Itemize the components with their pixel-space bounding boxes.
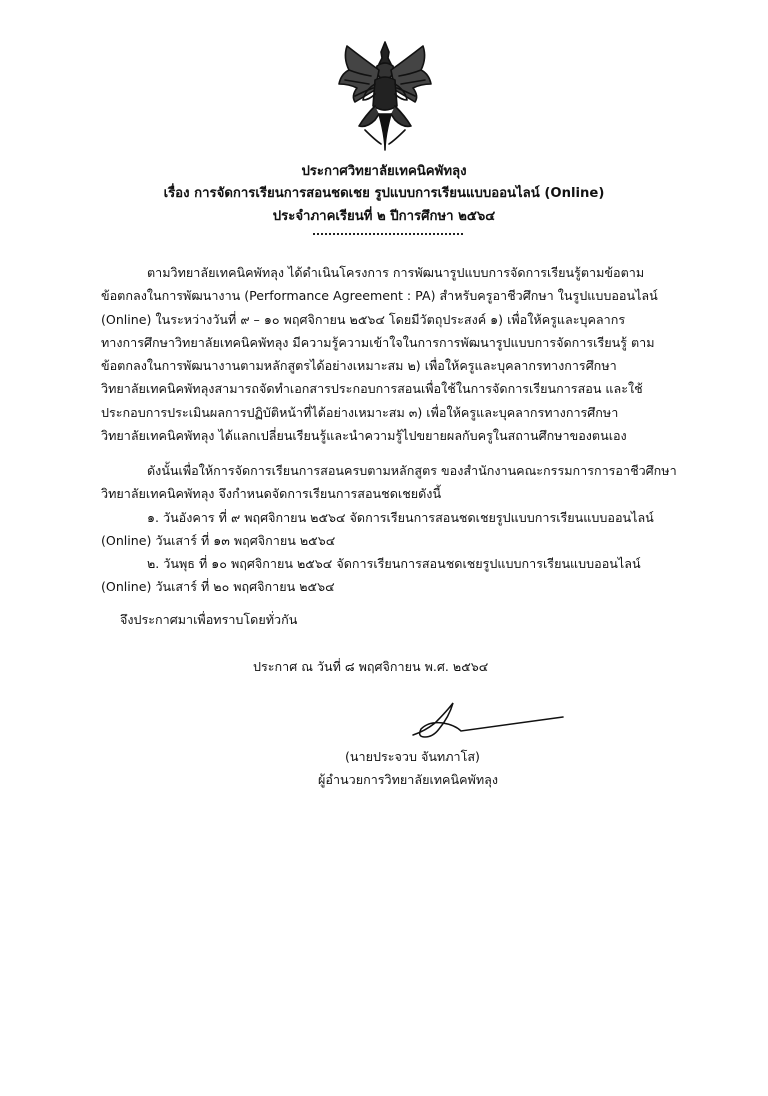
dotted-divider — [313, 233, 463, 235]
signer-name: (นายประจวบ จันทภาโส) — [345, 749, 480, 764]
announce-date: ประกาศ ณ วันที่ ๘ พฤศจิกายน พ.ศ. ๒๕๖๔ — [253, 659, 489, 674]
text-line: ข้อตกลงในการพัฒนางานตามหลักสูตรได้อย่างเหมาะสม ๒) เพื่อให้ครูและบุคลากรทางการศึกษา — [101, 358, 617, 374]
text-line: ตามวิทยาลัยเทคนิคพัทลุง ได้ดำเนินโครงการ การพัฒนารูปแบบการจัดการเรียนรู้ตามข้อตาม — [147, 265, 645, 280]
text-line: วิทยาลัยเทคนิคพัทลุง ได้แลกเปลี่ยนเรียนรู้และนำความรู้ไปขยายผลกับครูในสถานศึกษาของตนเอง — [101, 428, 627, 444]
schedule-item-2-cont: (Online) วันเสาร์ ที่ ๒๐ พฤศจิกายน ๒๕๖๔ — [101, 579, 335, 595]
announcement-title: ประกาศวิทยาลัยเทคนิคพัทลุง — [301, 164, 467, 179]
paragraph-schedule — [101, 459, 676, 599]
text-line: ข้อตกลงในการพัฒนางาน (Performance Agreement : PA) สำหรับครูอาชีวศึกษา ในรูปแบบออนไลน์ — [101, 288, 658, 304]
signature-image — [395, 697, 565, 743]
schedule-item-2: ๒. วันพุธ ที่ ๑๐ พฤศจิกายน ๒๕๖๔ จัดการเรียนการสอนชดเชยรูปแบบการเรียนแบบออนไลน์ — [147, 556, 641, 572]
closing-line: จึงประกาศมาเพื่อทราบโดยทั่วกัน — [120, 612, 298, 627]
text-line: (Online) ในระหว่างวันที่ ๙ – ๑๐ พฤศจิกายน ๒๕๖๔ โดยมีวัตถุประสงค์ ๑) เพื่อให้ครูและบุคลากร — [101, 311, 626, 327]
signer-title: ผู้อำนวยการวิทยาลัยเทคนิคพัทลุง — [318, 772, 498, 787]
text-line: ดังนั้นเพื่อให้การจัดการเรียนการสอนครบตามหลักสูตร ของสำนักงานคณะกรรมการการอาชีวศึกษา — [147, 463, 677, 478]
garuda-emblem-icon — [335, 40, 435, 152]
text-line: ทางการศึกษาวิทยาลัยเทคนิคพัทลุง มีความรู้ความเข้าใจในการการพัฒนารูปแบบการจัดการเรียนรู้ ตาม — [101, 334, 655, 350]
text-line: วิทยาลัยเทคนิคพัทลุงสามารถจัดทำเอกสารประกอบการสอนเพื่อใช้ในการจัดการเรียนการสอน และใช้ — [101, 381, 643, 397]
text-line: วิทยาลัยเทคนิคพัทลุง จึงกำหนดจัดการเรียนการสอนชดเชยดังนี้ — [101, 486, 442, 502]
announcement-subject: เรื่อง การจัดการเรียนการสอนชดเชย รูปแบบการเรียนแบบออนไลน์ (Online) — [163, 186, 605, 201]
text-line: ประกอบการประเมินผลการปฏิบัติหน้าที่ได้อย่างเหมาะสม ๓) เพื่อให้ครูและบุคลากรทางการศึกษา — [101, 404, 619, 420]
paragraph-background — [101, 261, 676, 447]
schedule-item-1: ๑. วันอังคาร ที่ ๙ พฤศจิกายน ๒๕๖๔ จัดการเรียนการสอนชดเชยรูปแบบการเรียนแบบออนไลน์ — [147, 509, 654, 525]
schedule-item-1-cont: (Online) วันเสาร์ ที่ ๑๓ พฤศจิกายน ๒๕๖๔ — [101, 532, 336, 548]
announcement-term: ประจำภาคเรียนที่ ๒ ปีการศึกษา ๒๕๖๔ — [272, 209, 496, 224]
